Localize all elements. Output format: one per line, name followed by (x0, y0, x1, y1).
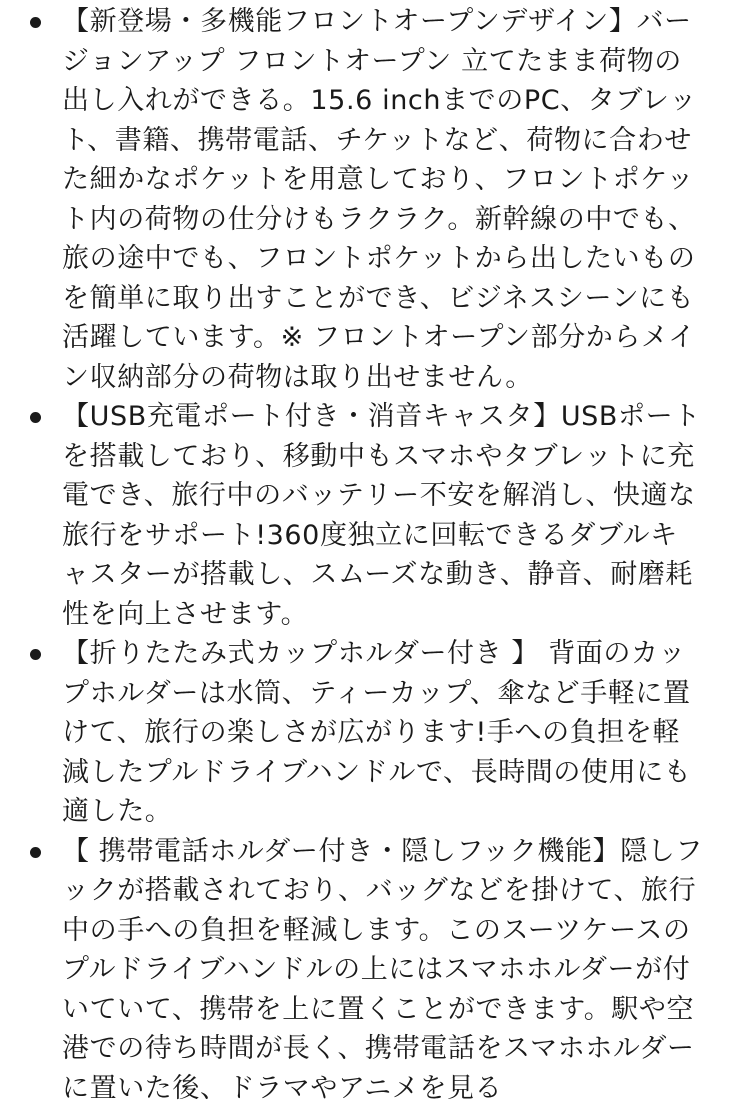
bullet-icon (30, 17, 41, 28)
list-item (0, 634, 734, 832)
bullet-icon (30, 847, 41, 858)
feature-text: 【USB充電ポート付き・消音キャスタ】USBポートを搭載しており、移動中もスマホやタブレットに充電でき、旅行中のバッテリー不安を解消し、快適な旅行をサポート!360度独立に回転できるダブルキャスターが搭載し、スムーズな動き、静音、耐磨耗性を向上させます。 (62, 397, 704, 634)
bullet-icon (30, 649, 41, 660)
feature-text: 【 携帯電話ホルダー付き・隠しフック機能】隠しフックが搭載されており、バッグなどを掛けて、旅行中の手への負担を軽減します。このスーツケースのプルドライブハンドルの上にはスマホホルダーが付いていて、携帯を上に置くことができます。駅や空港での待ち時間が長く、携帯電話をスマホホルダーに置いた後、ドラマやアニメを見る (62, 832, 704, 1108)
list-item (0, 832, 734, 1108)
feature-list (0, 2, 734, 1108)
feature-text: 【折りたたみ式カップホルダー付き 】 背面のカップホルダーは水筒、ティーカップ、傘など手軽に置けて、旅行の楽しさが広がります!手への負担を軽減したプルドライブハンドルで、長時間の使用にも適した。 (62, 634, 704, 832)
feature-text: 【新登場・多機能フロントオープンデザイン】バージョンアップ フロントオープン 立てたまま荷物の出し入れができる。15.6 inchまでのPC、タブレット、書籍、携帯電話、チケットなど、荷物に合わせた細かなポケットを用意しており、フロントポケット内の荷物の仕分けもラクラク。新幹線の中でも、旅の途中でも、フロントポケットから出したいものを簡単に取り出すことができ、ビジネスシーンにも活躍しています。※ フロントオープン部分からメイン収納部分の荷物は取り出せません。 (62, 2, 704, 397)
list-item (0, 2, 734, 397)
bullet-icon (30, 412, 41, 423)
list-item (0, 397, 734, 634)
